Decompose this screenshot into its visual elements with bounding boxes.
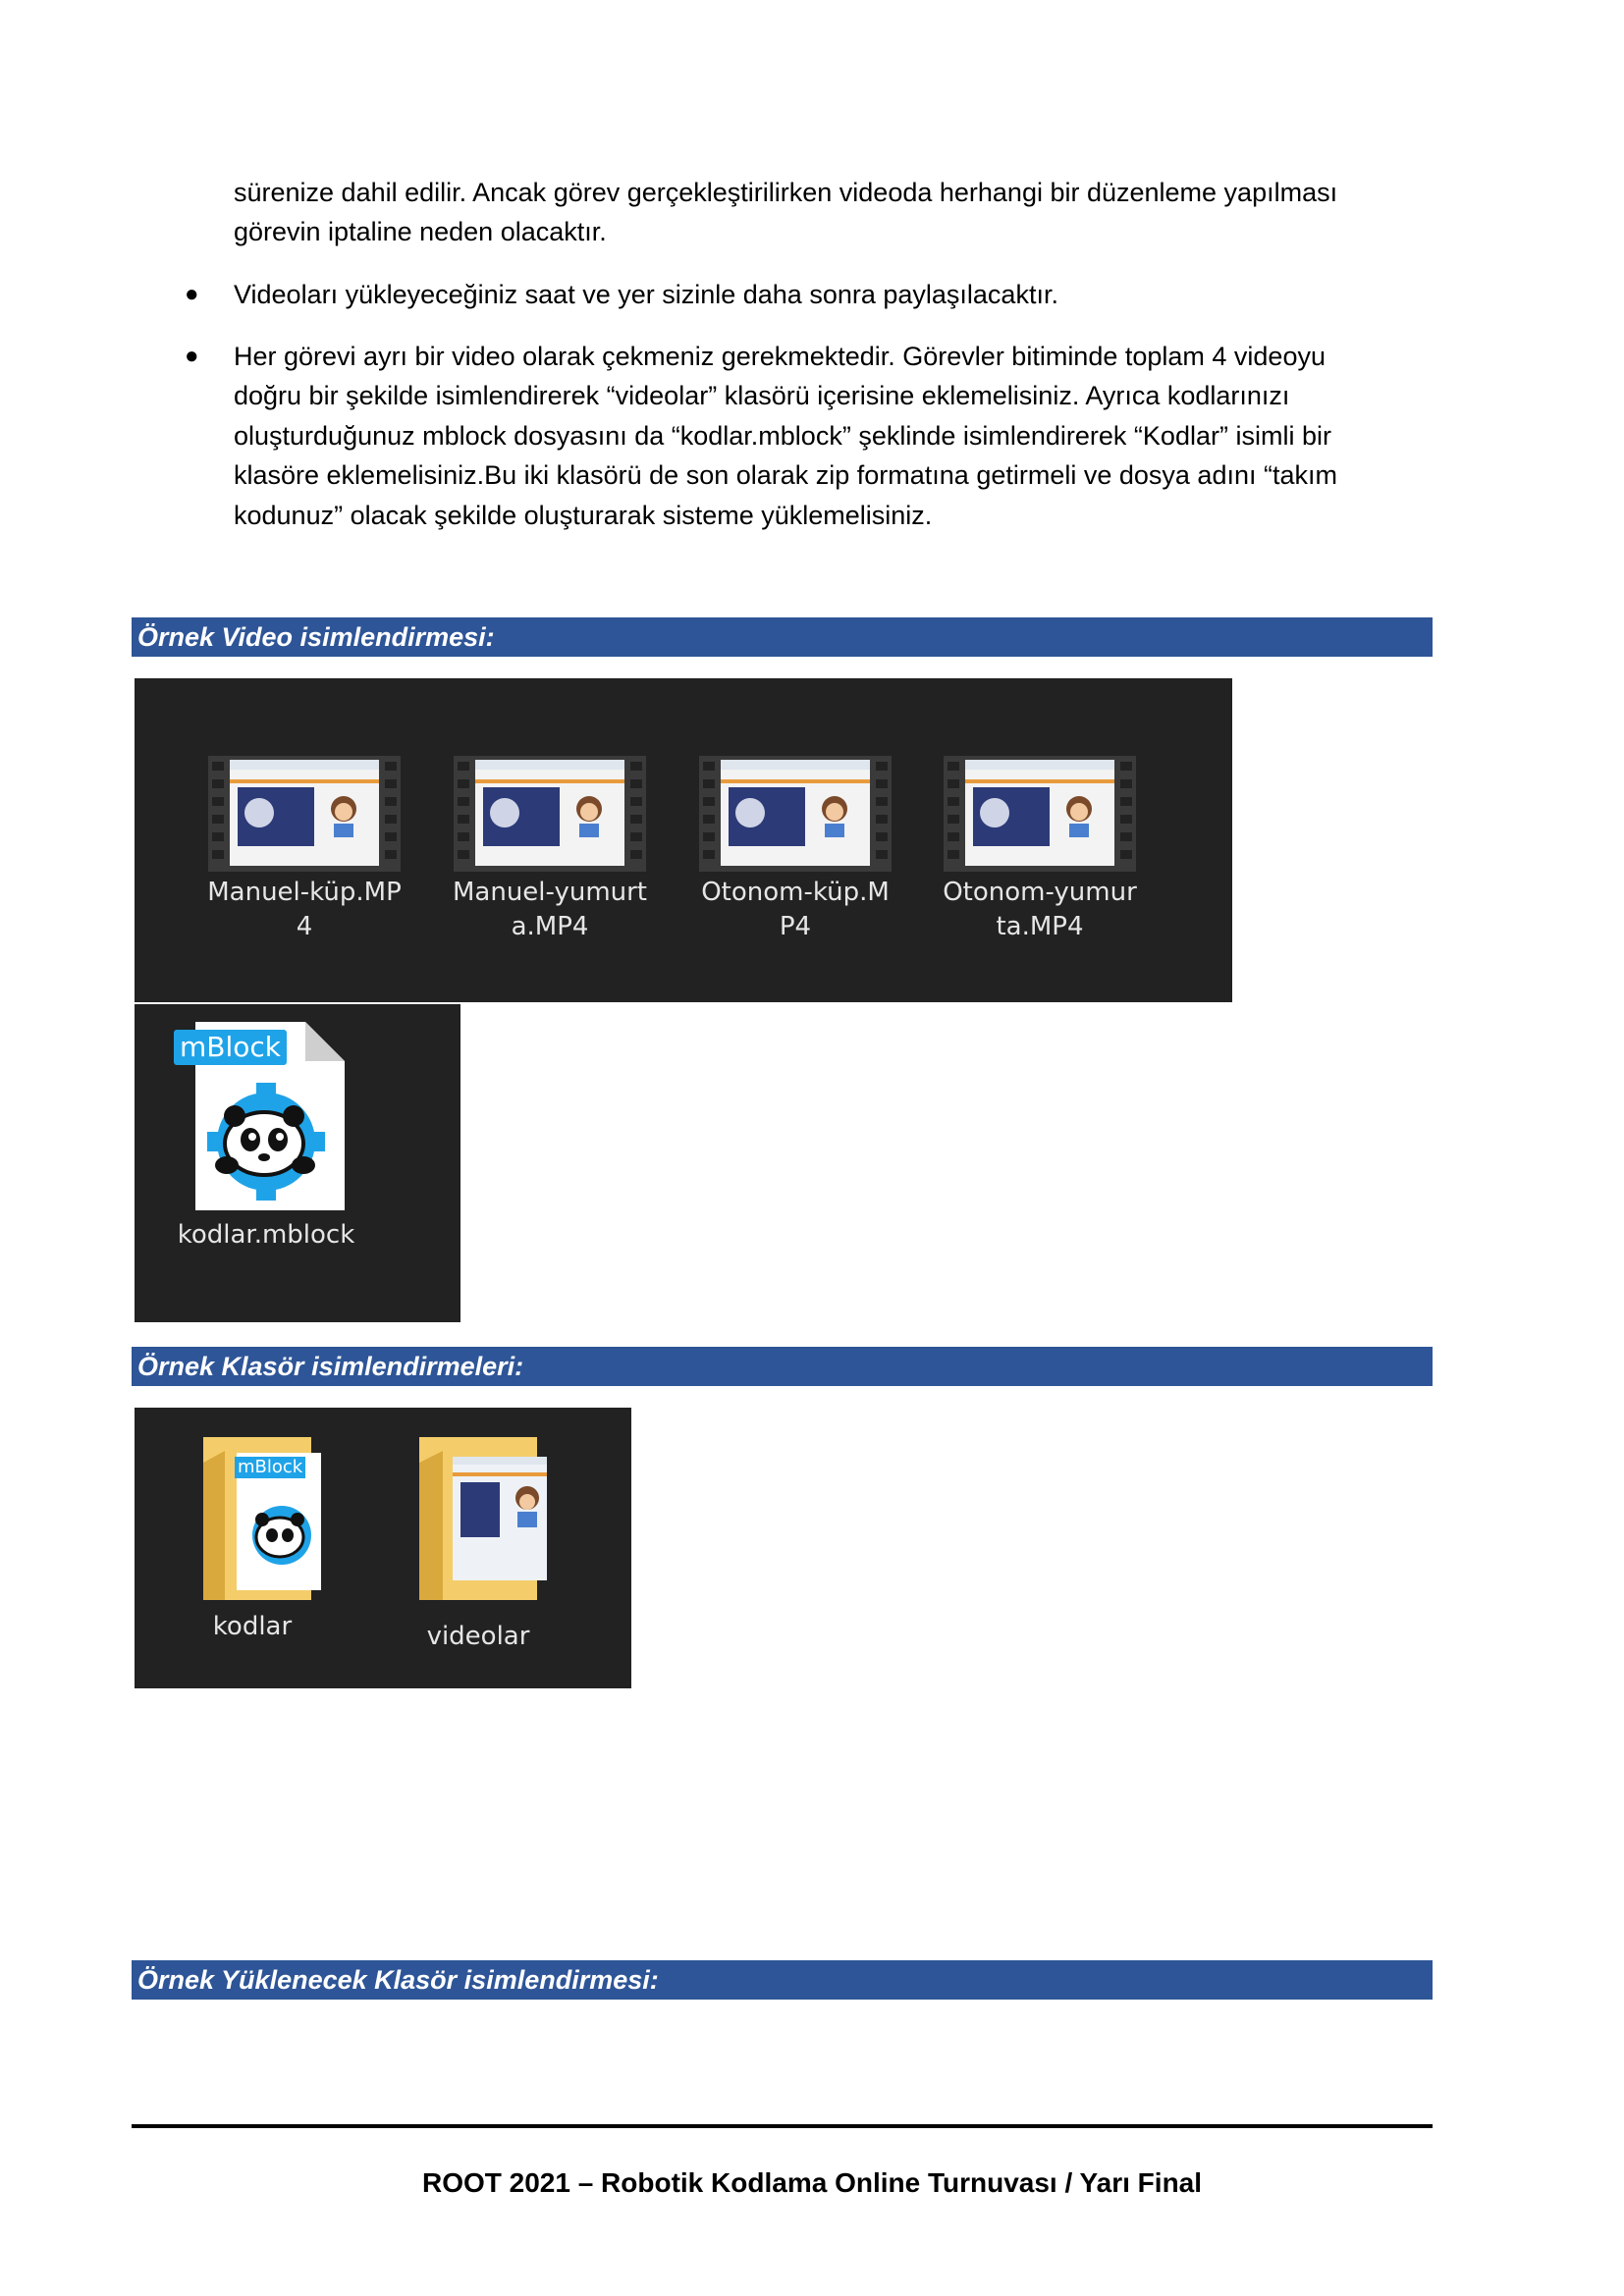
folder-name: videolar	[426, 1622, 530, 1651]
section-header-video: Örnek Video isimlendirmesi:	[132, 617, 1433, 657]
text-line: doğru bir şekilde isimlendirerek “videolar” klasörü içerisine eklemelisiniz. Ayrıca kodlarınızı	[234, 381, 1290, 410]
video-file-name-cont: ta.MP4	[996, 912, 1084, 941]
video-file[interactable]	[206, 756, 403, 944]
video-file-name-cont: a.MP4	[511, 912, 589, 941]
video-file-name: Manuel-küp.MP	[207, 878, 402, 907]
text-line: kodunuz” olacak şekilde oluşturarak sisteme yüklemelisiniz.	[234, 501, 933, 530]
video-file-name-cont: 4	[296, 912, 313, 941]
folders-panel	[135, 1408, 631, 1688]
bullet-icon: ●	[185, 281, 199, 307]
page-footer: ROOT 2021 – Robotik Kodlama Online Turnuvası / Yarı Final	[421, 2167, 1203, 2198]
mblock-file-name: kodlar.mblock	[177, 1220, 355, 1250]
section-header-upload: Örnek Yüklenecek Klasör isimlendirmesi:	[132, 1960, 1433, 2000]
mblock-file-icon	[168, 1018, 364, 1214]
video-thumbnail-icon	[208, 756, 401, 872]
video-thumbnail-icon	[454, 756, 646, 872]
video-file-name: Otonom-küp.M	[701, 878, 890, 907]
text-line: görevin iptaline neden olacaktır.	[234, 217, 607, 246]
video-thumbnail-icon	[699, 756, 892, 872]
mblock-file-panel	[135, 1004, 460, 1322]
bullet-text: Videoları yükleyeceğiniz saat ve yer sizinle daha sonra paylaşılacaktır.	[234, 280, 1058, 309]
video-files-panel	[135, 678, 1232, 1002]
mblock-badge: mBlock	[235, 1457, 305, 1478]
mblock-badge: mBlock	[174, 1030, 287, 1065]
video-file[interactable]	[452, 756, 648, 944]
folder-item[interactable]	[164, 1433, 341, 1644]
folder-item[interactable]	[390, 1433, 567, 1654]
folder-name: kodlar	[212, 1612, 293, 1641]
video-file-name: Manuel-yumurt	[452, 878, 648, 907]
footer-divider	[132, 2124, 1433, 2128]
folder-icon	[390, 1433, 567, 1606]
video-file[interactable]	[697, 756, 893, 944]
video-file-name-cont: P4	[779, 912, 812, 941]
video-file[interactable]	[942, 756, 1138, 944]
text-line: oluşturduğunuz mblock dosyasını da “kodlar.mblock” şeklinde isimlendirerek “Kodlar” isimli bir	[234, 421, 1331, 451]
section-header-folders: Örnek Klasör isimlendirmeleri:	[132, 1347, 1433, 1386]
text-line: Her görevi ayrı bir video olarak çekmeniz gerekmektedir. Görevler bitiminde toplam 4 videoyu	[234, 342, 1326, 371]
bullet-icon: ●	[185, 343, 199, 369]
text-line: sürenize dahil edilir. Ancak görev gerçekleştirilirken videoda herhangi bir düzenleme yapılması	[234, 178, 1338, 207]
text-line: klasöre eklemelisiniz.Bu iki klasörü de son olarak zip formatına getirmeli ve dosya adını “takım	[234, 460, 1337, 490]
video-file-name: Otonom-yumur	[943, 878, 1137, 907]
folder-icon	[164, 1433, 341, 1606]
video-thumbnail-icon	[944, 756, 1136, 872]
mblock-file[interactable]	[168, 1018, 364, 1253]
